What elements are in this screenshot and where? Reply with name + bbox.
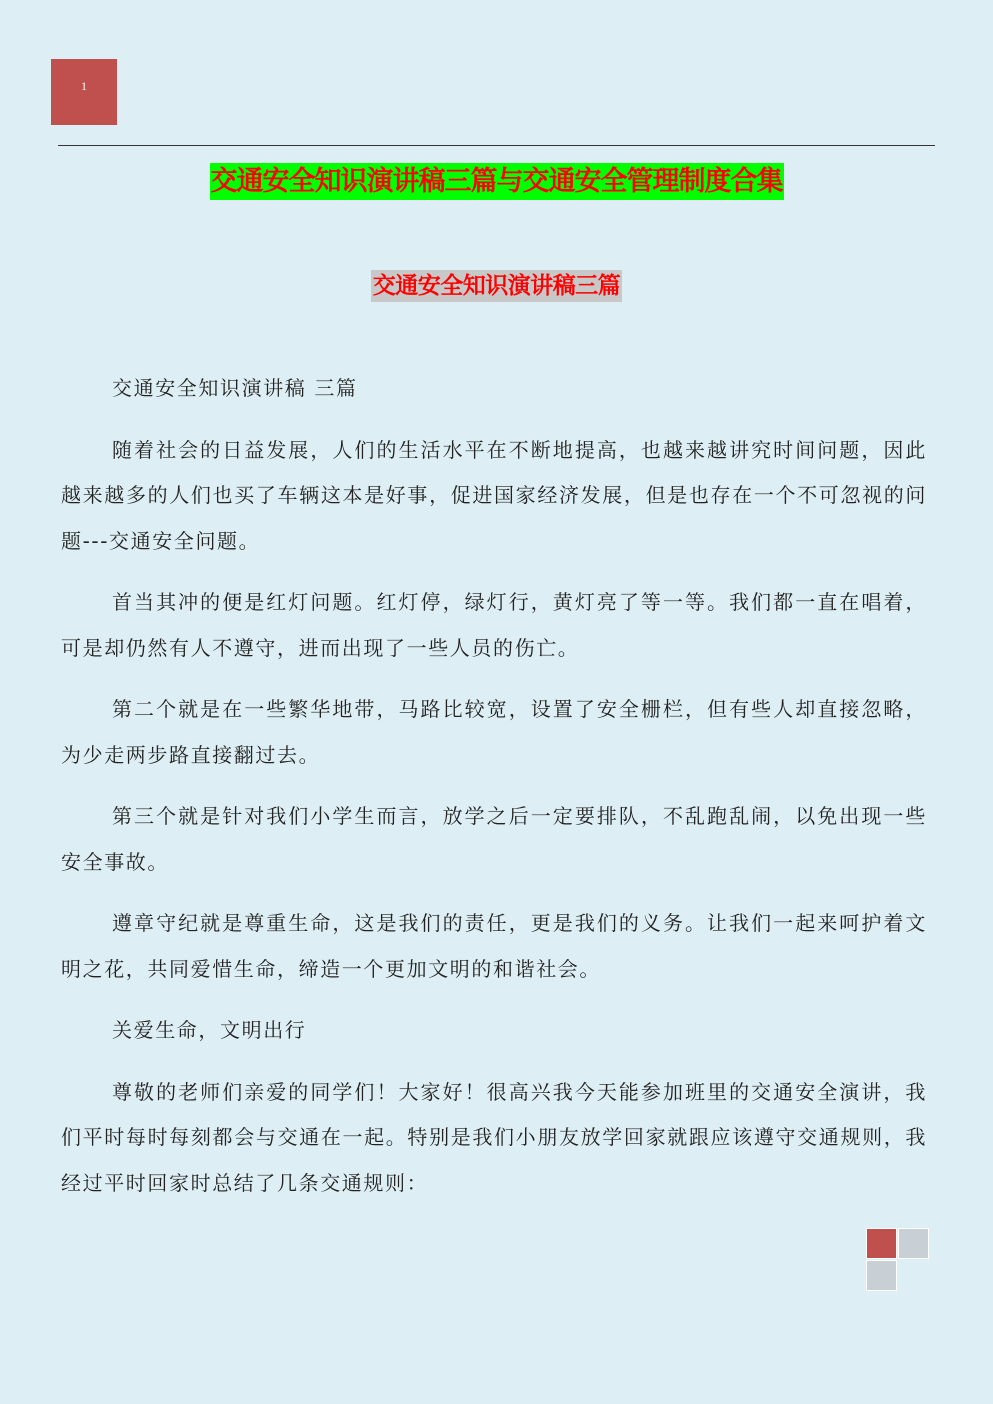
- paragraph: 遵章守纪就是尊重生命，这是我们的责任，更是我们的义务。让我们一起来呵护着文明之花，共同爱惜生命，缔造一个更加文明的和谐社会。: [61, 911, 927, 981]
- paragraph: 首当其冲的便是红灯问题。红灯停，绿灯行，黄灯亮了等一等。我们都一直在唱着，可是却仍然有人不遵守，进而出现了一些人员的伤亡。: [61, 590, 927, 660]
- decorative-square-grey: [866, 1260, 897, 1291]
- header-divider: [58, 145, 935, 146]
- document-title-block: [0, 163, 993, 200]
- paragraph-heading: 交通安全知识演讲稿 三篇: [112, 376, 358, 400]
- paragraph: 随着社会的日益发展，人们的生活水平在不断地提高，也越来越讲究时间问题，因此越来越多的人们也买了车辆这本是好事，促进国家经济发展，但是也存在一个不可忽视的问题---交通安全问题。: [61, 437, 927, 553]
- paragraph: 第二个就是在一些繁华地带，马路比较宽，设置了安全栅栏，但有些人却直接忽略，为少走两步路直接翻过去。: [61, 697, 927, 767]
- page-number: 1: [81, 79, 87, 93]
- decorative-square-red: [866, 1228, 897, 1259]
- decorative-squares: [866, 1228, 934, 1294]
- paragraph: 尊敬的老师们亲爱的同学们！大家好！很高兴我今天能参加班里的交通安全演讲，我们平时每时每刻都会与交通在一起。特别是我们小朋友放学回家就跟应该遵守交通规则，我经过平时回家时总结了几条交通规则：: [61, 1079, 927, 1195]
- section-title: 交通安全知识演讲稿三篇: [371, 270, 623, 302]
- section-title-block: [0, 270, 993, 302]
- decorative-square-grey: [898, 1228, 929, 1259]
- paragraph-heading: 关爱生命，文明出行: [112, 1018, 307, 1042]
- document-body: [61, 366, 927, 1222]
- document-title: 交通安全知识演讲稿三篇与交通安全管理制度合集: [210, 163, 784, 200]
- page-number-badge: [51, 59, 117, 125]
- paragraph: 第三个就是针对我们小学生而言，放学之后一定要排队，不乱跑乱闹，以免出现一些安全事故。: [61, 804, 927, 874]
